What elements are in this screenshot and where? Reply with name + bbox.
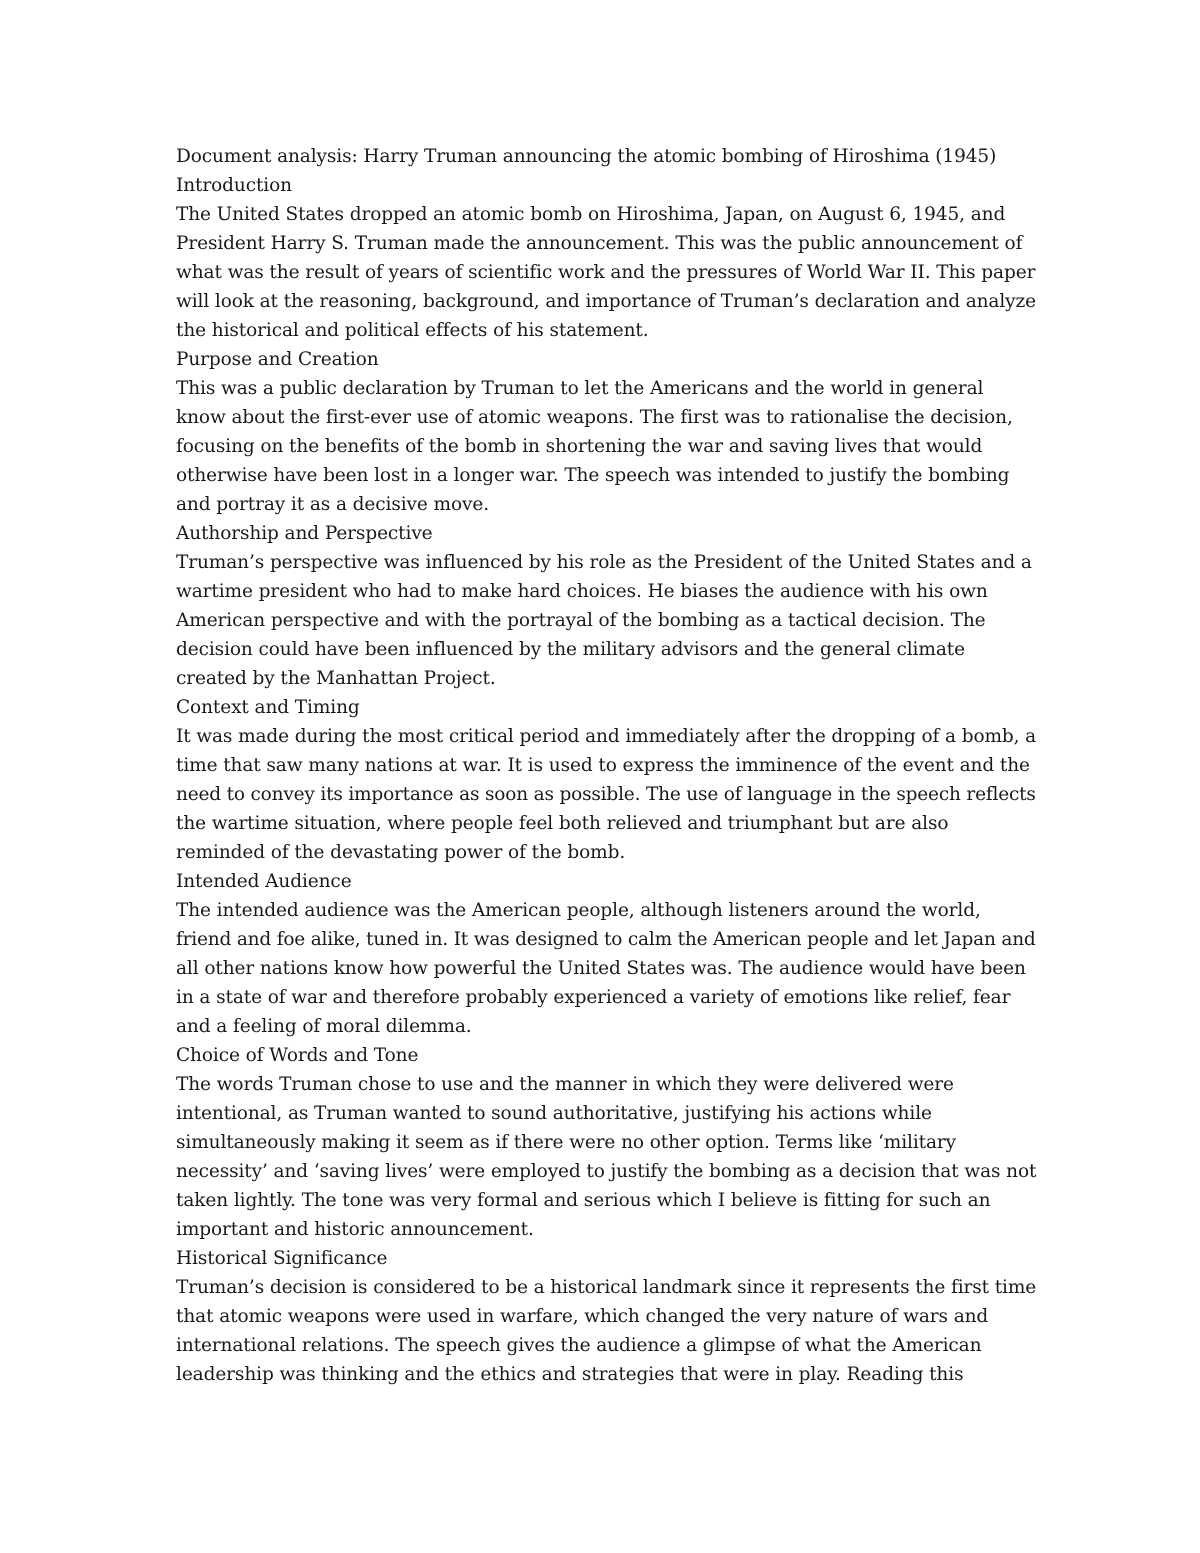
heading-authorship-and-perspective: Authorship and Perspective (176, 523, 433, 544)
heading-intended-audience: Intended Audience (176, 871, 352, 892)
paragraph-line: will look at the reasoning, background, and importance of Truman’s declaration and analyze (176, 291, 1036, 312)
paragraph-line: focusing on the benefits of the bomb in shortening the war and saving lives that would (176, 436, 983, 457)
paragraph-line: American perspective and with the portrayal of the bombing as a tactical decision. The (176, 610, 986, 631)
paragraph-line: the historical and political effects of his statement. (176, 320, 649, 341)
paragraph-line: reminded of the devastating power of the bomb. (176, 842, 626, 863)
heading-context-and-timing: Context and Timing (176, 697, 360, 718)
paragraph-line: the wartime situation, where people feel both relieved and triumphant but are also (176, 813, 949, 834)
paragraph-line: It was made during the most critical period and immediately after the dropping of a bomb, a (176, 726, 1037, 747)
paragraph-line: Truman’s perspective was influenced by his role as the President of the United States and a (176, 552, 1032, 573)
paragraph-line: necessity’ and ‘saving lives’ were employed to justify the bombing as a decision that was not (176, 1161, 1037, 1182)
document-body (176, 142, 1036, 1389)
paragraph-line: Truman’s decision is considered to be a historical landmark since it represents the first time (176, 1277, 1037, 1298)
heading-purpose-and-creation: Purpose and Creation (176, 349, 379, 370)
paragraph-line: created by the Manhattan Project. (176, 668, 496, 689)
heading-historical-significance: Historical Significance (176, 1248, 388, 1269)
paragraph-line: The United States dropped an atomic bomb on Hiroshima, Japan, on August 6, 1945, and (176, 204, 1006, 225)
paragraph-line: simultaneously making it seem as if there were no other option. Terms like ‘military (176, 1132, 957, 1153)
paragraph-line: taken lightly. The tone was very formal and serious which I believe is fitting for such an (176, 1190, 991, 1211)
paragraph-line: all other nations know how powerful the United States was. The audience would have been (176, 958, 1026, 979)
paragraph-line: need to convey its importance as soon as possible. The use of language in the speech reflects (176, 784, 1036, 805)
heading-choice-of-words-and-tone: Choice of Words and Tone (176, 1045, 419, 1066)
paragraph-line: The intended audience was the American people, although listeners around the world, (176, 900, 981, 921)
paragraph-line: wartime president who had to make hard choices. He biases the audience with his own (176, 581, 988, 602)
paragraph-line: in a state of war and therefore probably experienced a variety of emotions like relief, fear (176, 987, 1011, 1008)
paragraph-line: leadership was thinking and the ethics and strategies that were in play. Reading this (176, 1364, 964, 1385)
paragraph-line: and a feeling of moral dilemma. (176, 1016, 472, 1037)
heading-introduction: Introduction (176, 175, 292, 196)
paragraph-line: important and historic announcement. (176, 1219, 534, 1240)
document-title: Document analysis: Harry Truman announcing the atomic bombing of Hiroshima (1945) (176, 146, 997, 167)
paragraph-line: know about the first-ever use of atomic weapons. The first was to rationalise the decision, (176, 407, 1013, 428)
paragraph-line: intentional, as Truman wanted to sound authoritative, justifying his actions while (176, 1103, 932, 1124)
paragraph-line: otherwise have been lost in a longer war. The speech was intended to justify the bombing (176, 465, 1010, 486)
paragraph-line: President Harry S. Truman made the announcement. This was the public announcement of (176, 233, 1023, 254)
paragraph-line: friend and foe alike, tuned in. It was designed to calm the American people and let Japan and (176, 929, 1036, 950)
paragraph-line: that atomic weapons were used in warfare, which changed the very nature of wars and (176, 1306, 989, 1327)
paragraph-line: This was a public declaration by Truman to let the Americans and the world in general (176, 378, 984, 399)
paragraph-line: time that saw many nations at war. It is used to express the imminence of the event and the (176, 755, 1030, 776)
paragraph-line: The words Truman chose to use and the manner in which they were delivered were (176, 1074, 954, 1095)
paragraph-line: what was the result of years of scientific work and the pressures of World War II. This paper (176, 262, 1036, 283)
paragraph-line: and portray it as a decisive move. (176, 494, 489, 515)
paragraph-line: international relations. The speech gives the audience a glimpse of what the American (176, 1335, 982, 1356)
paragraph-line: decision could have been influenced by the military advisors and the general climate (176, 639, 965, 660)
